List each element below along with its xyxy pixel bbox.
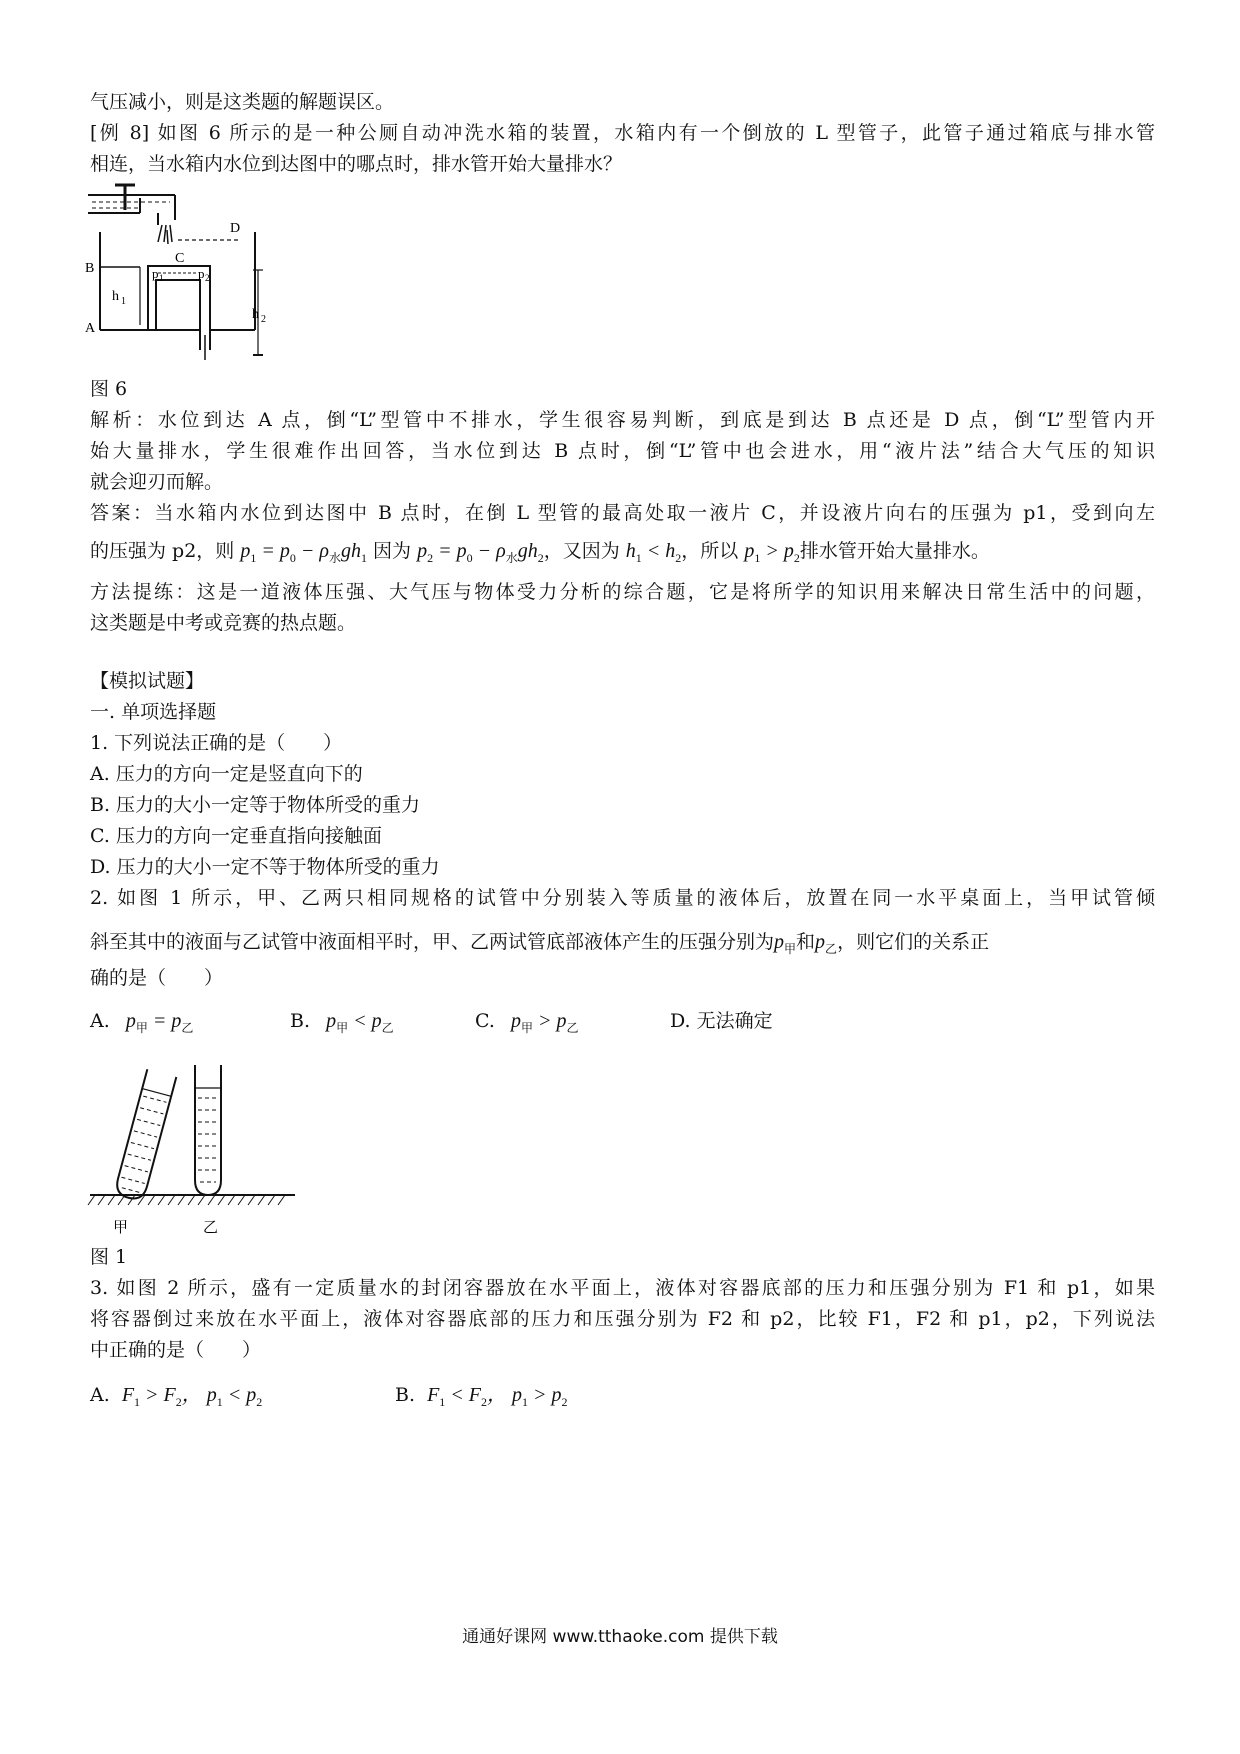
symbol-p-yi: $p_乙$	[815, 931, 838, 956]
question-2-text-2: 和	[796, 931, 816, 953]
question-3-line2: 将容器倒过来放在水平面上，液体对容器底部的压力和压强分别为 F2 和 p2，比较 F1，F2 和 p1，p2，下列说法	[90, 1308, 1155, 1330]
answer-text-5: 排水管开始大量排水。	[799, 540, 990, 562]
analysis-line1: 解析：水位到达 A 点，倒“L”型管中不排水，学生很容易判断，到底是到达 B 点还是 D 点，倒“L”型管内开	[90, 409, 1155, 431]
q3-option-a-formula: $F_1 > F_2$， $p_1 < p_2$	[121, 1384, 263, 1409]
symbol-p-jia: $p_甲$	[774, 931, 797, 956]
option-b-formula: $p_甲 < p_乙$	[326, 1010, 394, 1035]
example-8-line1: [例 8] 如图 6 所示的是一种公厕自动冲洗水箱的装置，水箱内有一个倒放的 L 型管子，此管子通过箱底与排水管	[90, 122, 1155, 144]
page-footer: 通通好课网 www.tthaoke.com 提供下载	[462, 1627, 778, 1647]
analysis-line3: 就会迎刃而解。	[90, 471, 224, 493]
label-D: D	[230, 221, 241, 236]
label-p2: p	[198, 266, 205, 281]
question-1-option-d: D. 压力的大小一定不等于物体所受的重力	[90, 856, 440, 878]
figure-6-caption: 图 6	[90, 378, 128, 400]
question-2-option-a	[90, 1006, 193, 1043]
figure-1-diagram	[85, 1060, 305, 1235]
question-2-text-1: 斜至其中的液面与乙试管中液面相平时，甲、乙两试管底部液体产生的压强分别为	[90, 931, 775, 953]
formula-h: $h_1 < h_2$	[625, 540, 682, 565]
answer-text-4: ，所以	[681, 540, 739, 562]
formula-p-compare: $p_1 > p_2$	[744, 540, 800, 565]
question-3-line3: 中正确的是（ ）	[90, 1339, 262, 1361]
question-2-option-d: D. 无法确定	[670, 1010, 773, 1032]
formula-p1: $p_1 = p_0 - \rho_水gh_1$	[240, 540, 367, 565]
answer-line1: 答案：当水箱内水位到达图中 B 点时，在倒 L 型管的最高处取一液片 C，并设液片向右的压强为 p1，受到向左	[90, 502, 1155, 524]
formula-p2: $p_2 = p_0 - \rho_水gh_2$	[417, 540, 544, 565]
method-line2: 这类题是中考或竞赛的热点题。	[90, 612, 357, 634]
question-2-text-3: ，则它们的关系正	[837, 931, 990, 953]
svg-text:1: 1	[121, 296, 126, 307]
question-2-option-c	[475, 1006, 578, 1043]
question-2-line3: 确的是（ ）	[90, 967, 224, 989]
answer-text-1: 的压强为 p2，则	[90, 540, 235, 562]
question-1-option-c: C. 压力的方向一定垂直指向接触面	[90, 825, 382, 847]
label-A: A	[85, 321, 96, 336]
q3-option-b-label: B.	[395, 1384, 416, 1406]
question-1: 1. 下列说法正确的是（ ）	[90, 732, 343, 754]
option-a-formula: $p_甲 = p_乙$	[125, 1010, 194, 1035]
svg-text:1: 1	[159, 273, 164, 283]
subsection-title: 一. 单项选择题	[90, 701, 217, 723]
svg-text:2: 2	[205, 273, 210, 283]
question-2-line2	[90, 926, 989, 965]
question-3-option-a	[90, 1380, 262, 1417]
answer-text-3: ，又因为	[543, 540, 620, 562]
question-3-option-b	[395, 1380, 568, 1417]
analysis-line2: 始大量排水，学生很难作出回答，当水位到达 B 点时，倒“L”管中也会进水，用“液片法”结合大气压的知识	[90, 440, 1155, 462]
label-h2: h	[252, 307, 259, 322]
figure-1-caption: 图 1	[90, 1246, 128, 1268]
q3-option-a-label: A.	[90, 1384, 110, 1406]
q3-option-b-formula: $F_1 < F_2$， $p_1 > p_2$	[427, 1384, 568, 1409]
label-C: C	[175, 251, 185, 266]
question-1-option-b: B. 压力的大小一定等于物体所受的重力	[90, 794, 421, 816]
option-b-label: B.	[290, 1010, 311, 1032]
label-jia: 甲	[113, 1218, 129, 1235]
answer-formula-line	[90, 535, 990, 574]
answer-text-2: 因为	[373, 540, 412, 562]
label-B: B	[85, 261, 95, 276]
question-3-line1: 3. 如图 2 所示，盛有一定质量水的封闭容器放在水平面上，液体对容器底部的压力和压强分别为 F1 和 p1，如果	[90, 1277, 1155, 1299]
label-yi: 乙	[203, 1218, 219, 1235]
label-h1: h	[112, 289, 119, 304]
svg-text:2: 2	[261, 314, 266, 325]
text-line: 气压减小，则是这类题的解题误区。	[90, 91, 395, 113]
option-a-label: A.	[90, 1010, 110, 1032]
figure-6-diagram	[80, 180, 290, 370]
section-title: 【模拟试题】	[90, 670, 205, 692]
example-8-line2: 相连，当水箱内水位到达图中的哪点时，排水管开始大量排水？	[90, 153, 623, 175]
option-c-label: C.	[475, 1010, 495, 1032]
method-line1: 方法提练：这是一道液体压强、大气压与物体受力分析的综合题，它是将所学的知识用来解决日常生活中的问题，	[90, 581, 1155, 603]
label-p1: p	[152, 266, 159, 281]
question-1-option-a: A. 压力的方向一定是竖直向下的	[90, 763, 363, 785]
question-2-option-b	[290, 1006, 394, 1043]
option-c-formula: $p_甲 > p_乙$	[510, 1010, 579, 1035]
question-2-line1: 2. 如图 1 所示，甲、乙两只相同规格的试管中分别装入等质量的液体后，放置在同一水平桌面上，当甲试管倾	[90, 887, 1155, 909]
